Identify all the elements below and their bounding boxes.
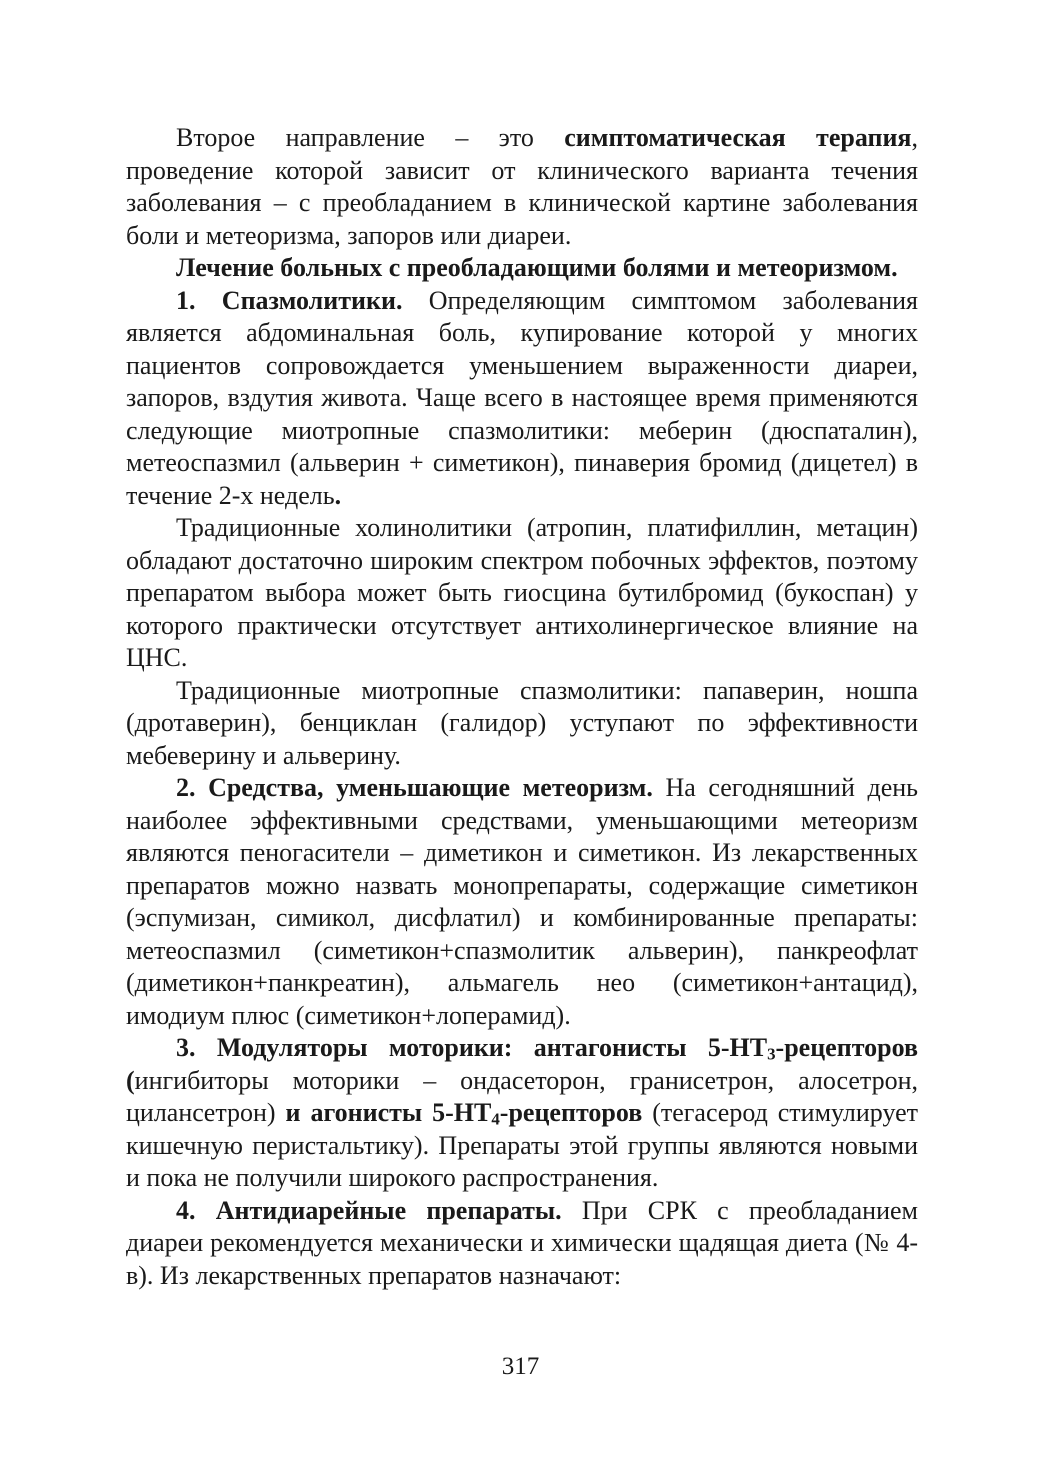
body-text: ингибиторы моторики – ондасеторон, гранисетрон, алосетрон, циланcетрон) (126, 1065, 918, 1127)
body-text: (тегасерод стимулирует кишечную перистальтику). Препараты этой группы являются новыми и пока не получили широкого распространения. (126, 1098, 918, 1192)
body-text: , проведение которой зависит от клинического варианта течения заболевания – с преобладанием в клинической картине заболевания боли и метеоризма, запоров или диареи. (126, 123, 919, 250)
body-text: Определяющим симптомом заболевания является абдоминальная боль, купирование которой у многих пациентов сопровождается уменьшением выраженности диареи, запоров, вздутия живота. Чаще всего в настоящее время применяются следующие миотропные спазмолитики: меберин (дюспаталин), метеоспазмил (альверин + симетикон), пинаверия бромид (дицетел) в течение 2-х недель (126, 285, 918, 510)
paragraph (126, 285, 918, 513)
bold-text: -рецепторов (499, 1098, 643, 1127)
bold-text: 2. Средства, уменьшающие метеоризм. (176, 773, 653, 802)
body-text: Традиционные холинолитики (атропин, платифиллин, метацин) обладают достаточно широким спектром побочных эффектов, поэтому препаратом выбора может быть гиосцина бутилбромид (букоспан) у которого практически отсутствует антихолинергическое влияние на ЦНС. (126, 513, 918, 672)
paragraph (126, 1032, 918, 1195)
bold-text: . (334, 480, 342, 510)
paragraph (126, 122, 918, 252)
subscript-text: 3 (767, 1044, 776, 1064)
bold-text: -рецепторов ( (126, 1033, 918, 1095)
paragraph (126, 1195, 918, 1293)
bold-text: 1. Спазмолитики. (176, 285, 403, 315)
bold-text: Лечение больных с преобладающими болями и метеоризмом. (176, 253, 898, 282)
subscript-text: 4 (491, 1109, 500, 1129)
paragraph (126, 512, 918, 675)
subscript (767, 1044, 775, 1063)
paragraph (126, 675, 918, 773)
bold-text: симптоматическая терапия (564, 123, 912, 152)
body-text: При СРК с преобладанием диареи рекомендуется механически и химически щадящая диета (№ 4-в). Из лекарственных препаратов назначают: (126, 1195, 918, 1290)
paragraph (126, 252, 918, 285)
paragraph (126, 772, 918, 1032)
bold-text: 3. Модуляторы моторики: антагонисты 5-НТ (176, 1033, 768, 1062)
body-text: Традиционные миотропные спазмолитики: папаверин, ношпа (дротаверин), бенциклан (галидор) уступают по эффективности мебеверину и альверину. (126, 675, 918, 770)
page-body (126, 122, 918, 1292)
subscript (491, 1109, 499, 1128)
body-text: На сегодняшний день наиболее эффективными средствами, уменьшающими метеоризм являются пеногасители – диметикон и симетикон. Из лекарственных препаратов можно назвать монопрепараты, содержащие симетикон (эспумизан, симикол, дисфлатил) и комбинированные препараты: метеоспазмил (симетикон+спазмолитик альверин), панкреофлат (диметикон+панкреатин), альмагель нео (симетикон+антацид), имодиум плюс (симетикон+лоперамид). (126, 773, 919, 1030)
page-number: 317 (501, 1353, 540, 1380)
body-text: Второе направление – это (176, 123, 565, 152)
bold-text: 4. Антидиарейные препараты. (176, 1195, 562, 1225)
bold-text: и агонисты 5-НТ (285, 1098, 492, 1127)
